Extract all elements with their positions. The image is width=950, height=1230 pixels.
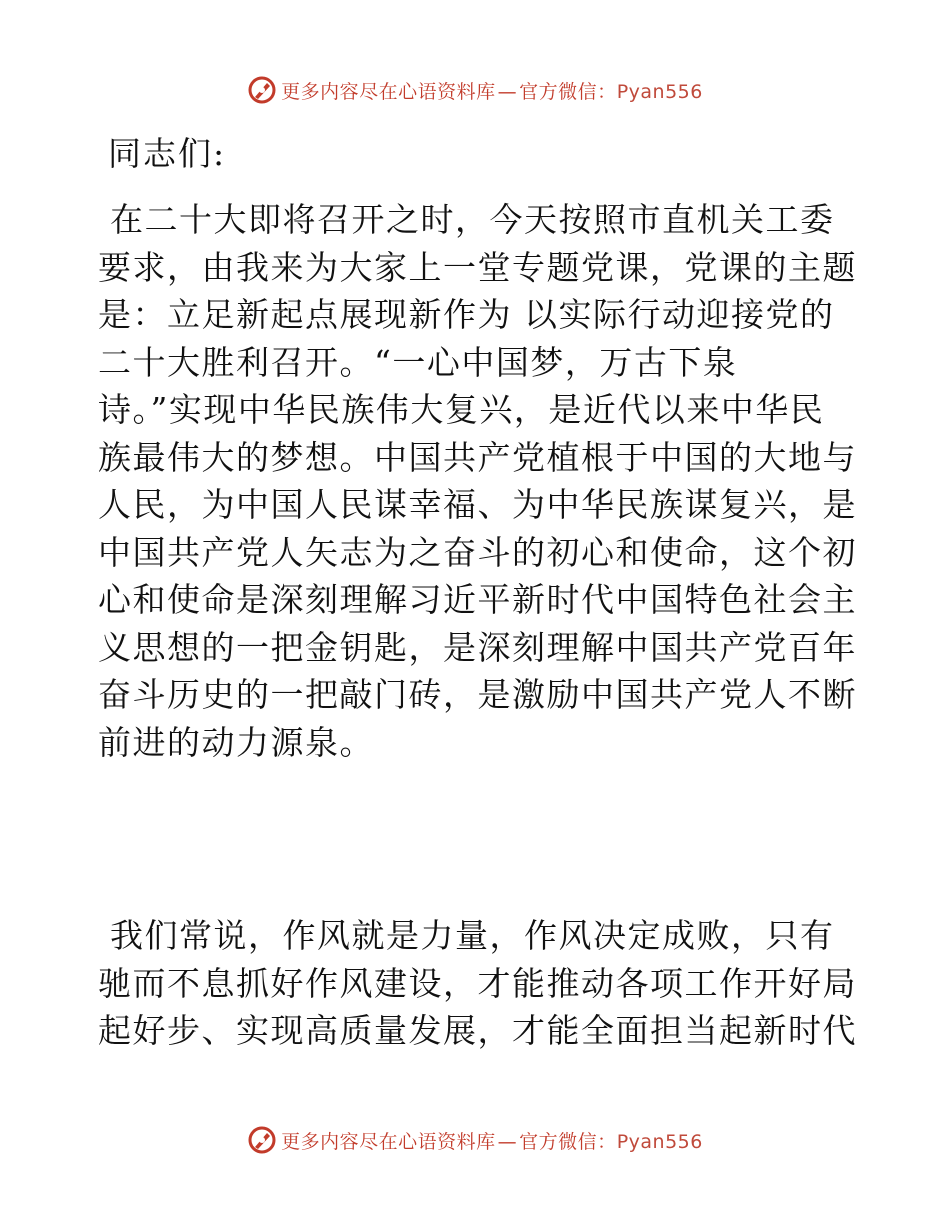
paragraph-2 bbox=[98, 912, 858, 1055]
paragraph-line: 奋斗历史的一把敲门砖，是激励中国共产党人不断 bbox=[98, 675, 857, 714]
paragraph-line: 二十大胜利召开。“一心中国梦，万古下泉 bbox=[98, 342, 738, 382]
header-banner bbox=[0, 70, 950, 110]
footer-banner bbox=[0, 1120, 950, 1160]
header-banner-text bbox=[281, 77, 703, 104]
paragraph-line: 驰而不息抓好作风建设，才能推动各项工作开好局 bbox=[98, 963, 857, 1003]
greeting: 同志们: bbox=[108, 134, 227, 173]
banner-main-text: 更多内容尽在心语资料库 bbox=[281, 1130, 496, 1153]
banner-main-text: 更多内容尽在心语资料库 bbox=[281, 80, 496, 103]
banner-separator: — bbox=[497, 1130, 518, 1153]
banner-wechat-label: 官方微信： bbox=[519, 1130, 617, 1153]
banner-separator: — bbox=[497, 80, 518, 103]
paragraph-line: 诗。”实现中华民族伟大复兴，是近代以来中华民 bbox=[98, 390, 825, 429]
paragraph-line: 要求，由我来为大家上一堂专题党课，党课的主题 bbox=[98, 247, 857, 287]
paragraph-line: 族最伟大的梦想。中国共产党植根于中国的大地与 bbox=[98, 437, 857, 477]
paragraph-1 bbox=[98, 196, 858, 766]
pen-logo-icon bbox=[247, 1125, 277, 1155]
paragraph-line: 我们常说，作风就是力量，作风决定成败，只有 bbox=[110, 916, 835, 955]
paragraph-line: 是：立足新起点展现新作为 以实际行动迎接党的 bbox=[98, 295, 835, 334]
banner-wechat-label: 官方微信： bbox=[519, 80, 617, 103]
banner-wechat-id: Pyan556 bbox=[616, 80, 703, 103]
paragraph-line: 人民，为中国人民谋幸福、为中华民族谋复兴，是 bbox=[98, 485, 857, 524]
paragraph-line: 中国共产党人矢志为之奋斗的初心和使命，这个初 bbox=[98, 532, 857, 572]
paragraph-line: 起好步、实现高质量发展，才能全面担当起新时代 bbox=[98, 1011, 857, 1050]
paragraph-line: 在二十大即将召开之时，今天按照市直机关工委 bbox=[110, 200, 835, 239]
banner-wechat-id: Pyan556 bbox=[616, 1130, 703, 1153]
footer-banner-text bbox=[281, 1127, 703, 1154]
paragraph-line: 前进的动力源泉。 bbox=[98, 722, 374, 762]
pen-logo-icon bbox=[247, 75, 277, 105]
paragraph-line: 心和使命是深刻理解习近平新时代中国特色社会主 bbox=[98, 580, 857, 619]
paragraph-line: 义思想的一把金钥匙，是深刻理解中国共产党百年 bbox=[98, 627, 857, 667]
